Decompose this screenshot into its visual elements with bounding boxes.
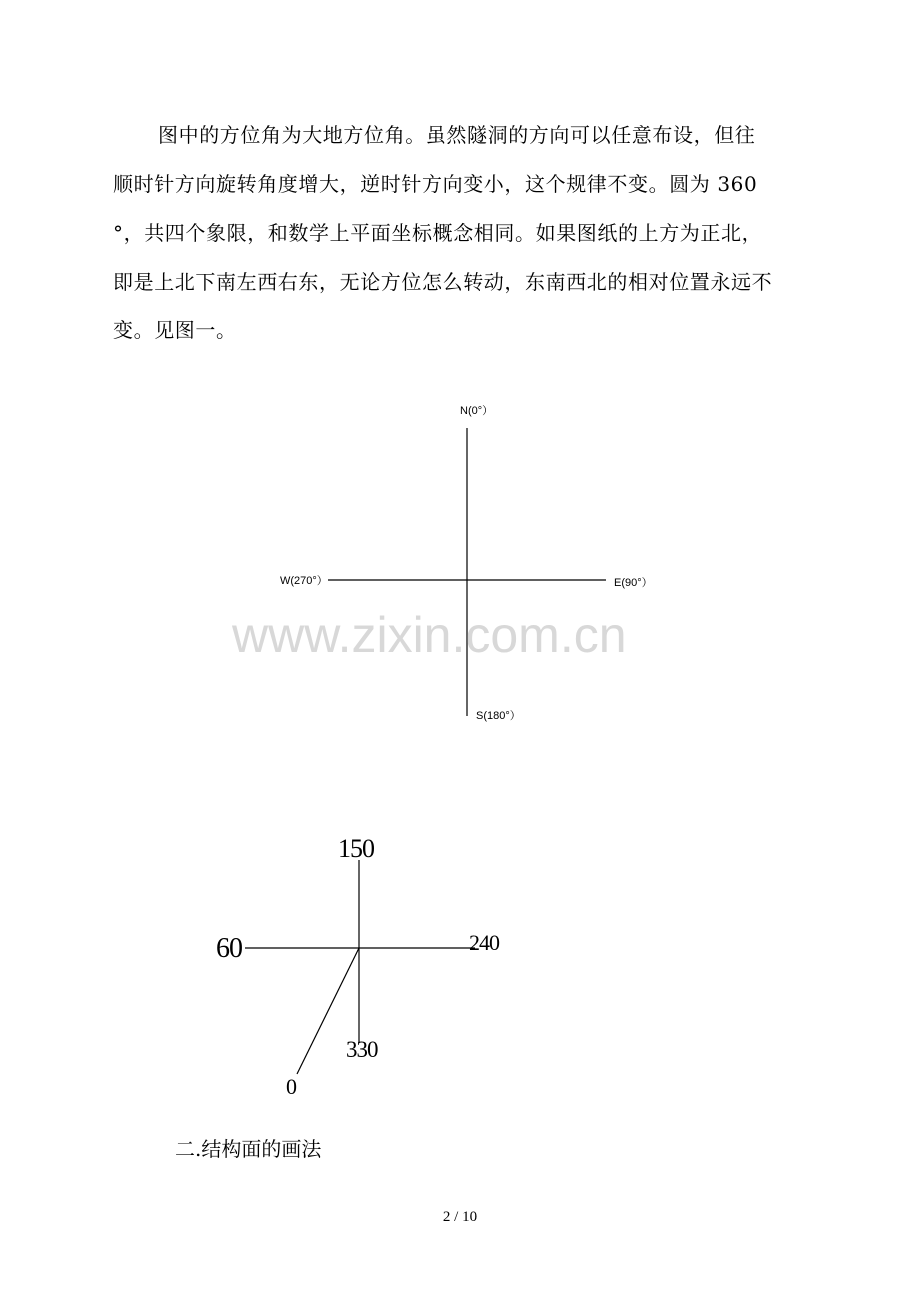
paragraph-line-1: 图中的方位角为大地方位角。虽然隧洞的方向可以任意布设，但往 [158, 123, 756, 147]
watermark: www.zixin.com.cn [232, 607, 627, 663]
figure1-north-label: N(0°） [460, 405, 494, 417]
figure2-bottom-label: 330 [346, 1037, 378, 1062]
figure2-diagonal-label: 0 [286, 1074, 296, 1099]
figure1-axes [328, 428, 606, 716]
figure2-right-label: 240 [469, 930, 499, 955]
paragraph-line-5: 变。见图一。 [113, 318, 237, 342]
figure2-left-label: 60 [216, 933, 242, 964]
page-number: 2 / 10 [442, 1209, 478, 1225]
figure2-top-label: 150 [338, 834, 374, 863]
paragraph-line-4: 即是上北下南左西右东，无论方位怎么转动，东南西北的相对位置永远不 [113, 270, 773, 294]
section-heading: 二.结构面的画法 [175, 1137, 322, 1161]
paragraph-line-3: °，共四个象限，和数学上平面坐标概念相同。如果图纸的上方为正北， [113, 221, 763, 245]
figure1-west-label: W(270°） [280, 575, 328, 587]
figure1-south-label: S(180°） [476, 710, 521, 722]
figure1-east-label: E(90°） [614, 577, 653, 589]
paragraph-line-2: 顺时针方向旋转角度增大，逆时针方向变小，这个规律不变。圆为 360 [113, 172, 758, 196]
